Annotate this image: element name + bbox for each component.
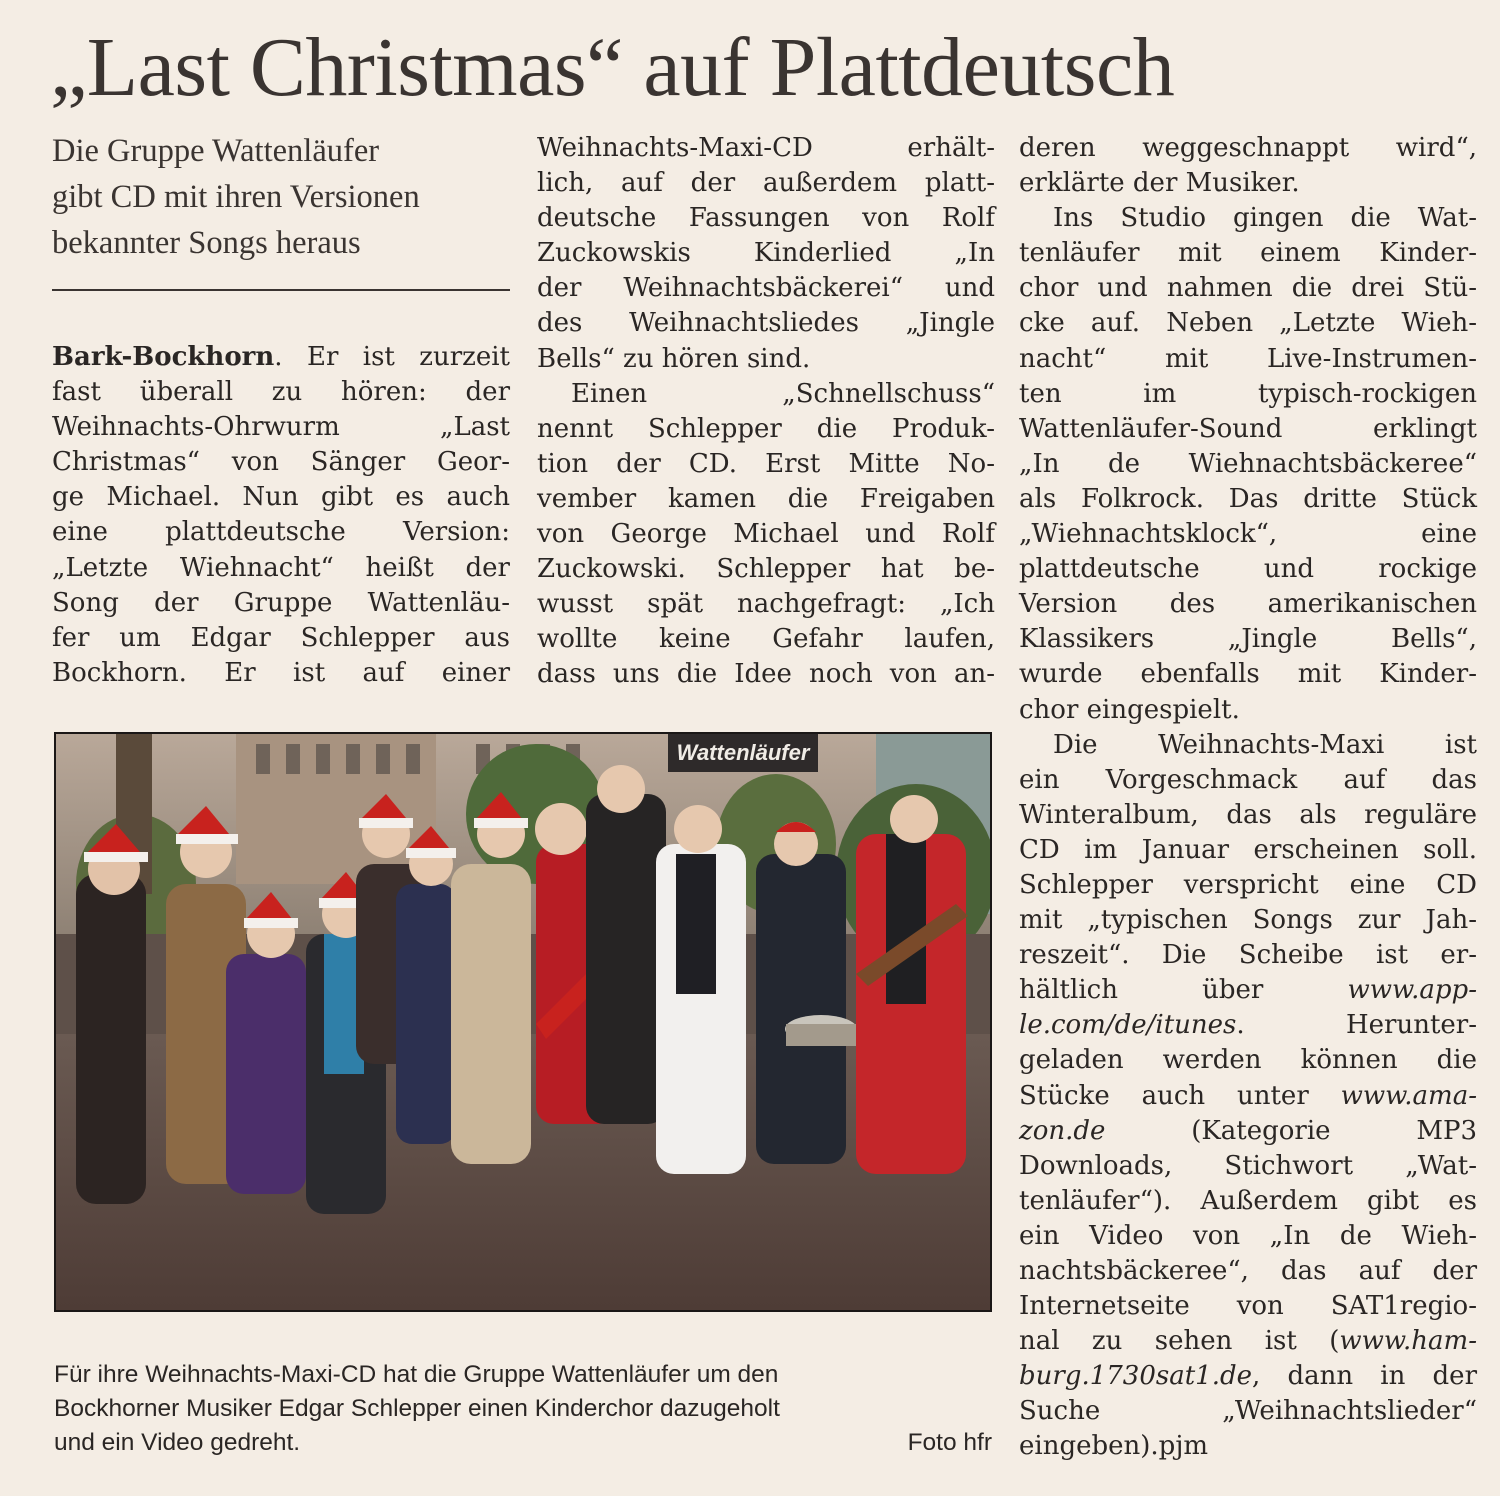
text-line: reszeit“. Die Scheibe ist er- (1019, 940, 1477, 971)
caption-line: Bockhorner Musiker Edgar Schlepper einen Kinderchor dazugeholt (54, 1395, 780, 1422)
text-line: tenläufer“). Außerdem gibt es (1019, 1185, 1477, 1216)
text-line: Winteralbum, das als reguläre (1019, 799, 1477, 830)
link-text: www.ham- (1339, 1326, 1477, 1357)
text-line: cke auf. Neben „Letzte Wieh- (1019, 308, 1477, 339)
text-line: vember kamen die Freigaben (537, 483, 995, 514)
text-line: eingeben).pjm (1019, 1431, 1209, 1462)
text-line: fast überall zu hören: der (52, 377, 510, 408)
text-line: tion der CD. Erst Mitte No- (537, 448, 995, 479)
news-photo (54, 732, 992, 1312)
text-line: le.com/de/itunes. Herunter- (1019, 1010, 1477, 1041)
text-line: wollte keine Gefahr laufen, (537, 624, 995, 655)
article-column-1 (52, 340, 510, 691)
text-line: nal zu sehen ist (www.ham- (1019, 1326, 1477, 1357)
text-line: chor eingespielt. (1019, 694, 1240, 725)
text-line: „In de Wiehnachtsbäckeree“ (1019, 448, 1477, 479)
text-line: von George Michael und Rolf (537, 519, 995, 550)
text-line: wusst spät nachgefragt: „Ich (537, 589, 995, 620)
caption-line: Für ihre Weihnachts-Maxi-CD hat die Gruppe Wattenläufer um den (54, 1361, 779, 1388)
text-line: nennt Schlepper die Produk- (537, 413, 995, 444)
text-line: Song der Gruppe Wattenläu- (52, 587, 510, 618)
text-line: des Weihnachtsliedes „Jingle (537, 308, 995, 339)
text-line: deren weggeschnappt wird“, (1019, 133, 1477, 163)
photo-illustration (56, 734, 990, 1310)
text-line: hältlich über www.app- (1019, 975, 1477, 1006)
link-text: www.app- (1347, 975, 1477, 1006)
headline: „Last Christmas“ auf Plattdeutsch (50, 21, 1175, 114)
text-line: als Folkrock. Das dritte Stück (1019, 483, 1477, 514)
text-line: plattdeutsche und rockige (1019, 554, 1477, 585)
author-initials: pjm (1158, 1431, 1209, 1462)
subheadline (52, 128, 512, 266)
subhead-line: gibt CD mit ihren Versionen (52, 179, 420, 215)
text-line: „Wiehnachtsklock“, eine (1019, 519, 1477, 550)
sign-text: Wattenläufer (676, 740, 810, 765)
text-line: Schlepper verspricht eine CD (1019, 869, 1477, 900)
text-line: „Letzte Wiehnacht“ heißt der (52, 552, 510, 583)
text-line: Ins Studio gingen die Wat- (1053, 203, 1477, 234)
link-text: www.ama- (1340, 1080, 1477, 1111)
text-line: chor und nahmen die drei Stü- (1019, 273, 1477, 304)
text-line: eine plattdeutsche Version: (52, 517, 510, 548)
text-line: Weihnachts-Maxi-CD erhält- (537, 133, 995, 163)
dateline: Bark-Bockhorn (52, 342, 275, 372)
text-line: Bockhorn. Er ist auf einer (52, 657, 510, 688)
subhead-line: Die Gruppe Wattenläufer (52, 133, 380, 169)
text-line: Internetseite von SAT1regio- (1019, 1291, 1477, 1322)
text-line: geladen werden können die (1019, 1045, 1477, 1076)
text-line: Stücke auch unter www.ama- (1019, 1080, 1477, 1111)
caption-line: und ein Video gedreht. (54, 1429, 301, 1456)
text-line: Weihnachts-Ohrwurm „Last (52, 412, 510, 443)
text-line: nacht“ mit Live-Instrumen- (1019, 343, 1477, 374)
article-column-2 (537, 131, 995, 693)
text-line: Zuckowski. Schlepper hat be- (537, 554, 995, 585)
subhead-line: bekannter Songs heraus (52, 225, 361, 261)
photo-caption (54, 1358, 992, 1460)
text-line: dass uns die Idee noch von an- (537, 659, 995, 690)
text-line: lich, auf der außerdem platt- (537, 168, 995, 199)
text-line: Bark-Bockhorn. Er ist zurzeit (52, 342, 510, 372)
text-line: burg.1730sat1.de, dann in der (1019, 1361, 1477, 1392)
text-line: tenläufer mit einem Kinder- (1019, 238, 1477, 269)
text-line: nachtsbäckeree“, das auf der (1019, 1256, 1477, 1286)
text-line: zon.de (Kategorie MP3 (1019, 1115, 1477, 1146)
text-line: Bells“ zu hören sind. (537, 343, 811, 374)
text-line: Klassikers „Jingle Bells“, (1019, 624, 1477, 655)
text-line: ge Michael. Nun gibt es auch (52, 482, 510, 513)
text-line: Christmas“ von Sänger Geor- (52, 447, 510, 478)
divider-rule (52, 289, 510, 291)
text-line: Einen „Schnellschuss“ (571, 378, 995, 409)
text-line: Zuckowskis Kinderlied „In (537, 238, 995, 269)
text-line: Downloads, Stichwort „Wat- (1019, 1150, 1477, 1181)
link-text: zon.de (1019, 1115, 1106, 1146)
text-line: fer um Edgar Schlepper aus (52, 622, 510, 653)
link-text: burg.1730sat1.de (1019, 1361, 1253, 1392)
text-line: ein Video von „In de Wieh- (1019, 1220, 1477, 1251)
text-line: deutsche Fassungen von Rolf (537, 203, 995, 234)
text-line: Die Weihnachts-Maxi ist (1053, 729, 1477, 760)
text-line: ten im typisch-rockigen (1019, 378, 1477, 409)
link-text: le.com/de/itunes (1019, 1010, 1237, 1041)
text-line: Suche „Weihnachtslieder“ (1019, 1396, 1477, 1427)
text-line: CD im Januar erscheinen soll. (1019, 834, 1477, 865)
text-line: Wattenläufer-Sound erklingt (1019, 413, 1477, 444)
text-line: wurde ebenfalls mit Kinder- (1019, 659, 1477, 690)
text-line: Version des amerikanischen (1019, 589, 1477, 620)
text-line: erklärte der Musiker. (1019, 168, 1300, 199)
text-line: ein Vorgeschmack auf das (1019, 764, 1477, 795)
text-line: mit „typischen Songs zur Jah- (1019, 905, 1477, 936)
photo-credit: Foto hfr (907, 1429, 992, 1456)
article-column-3 (1019, 131, 1477, 1465)
text-line: der Weihnachtsbäckerei“ und (537, 273, 995, 304)
